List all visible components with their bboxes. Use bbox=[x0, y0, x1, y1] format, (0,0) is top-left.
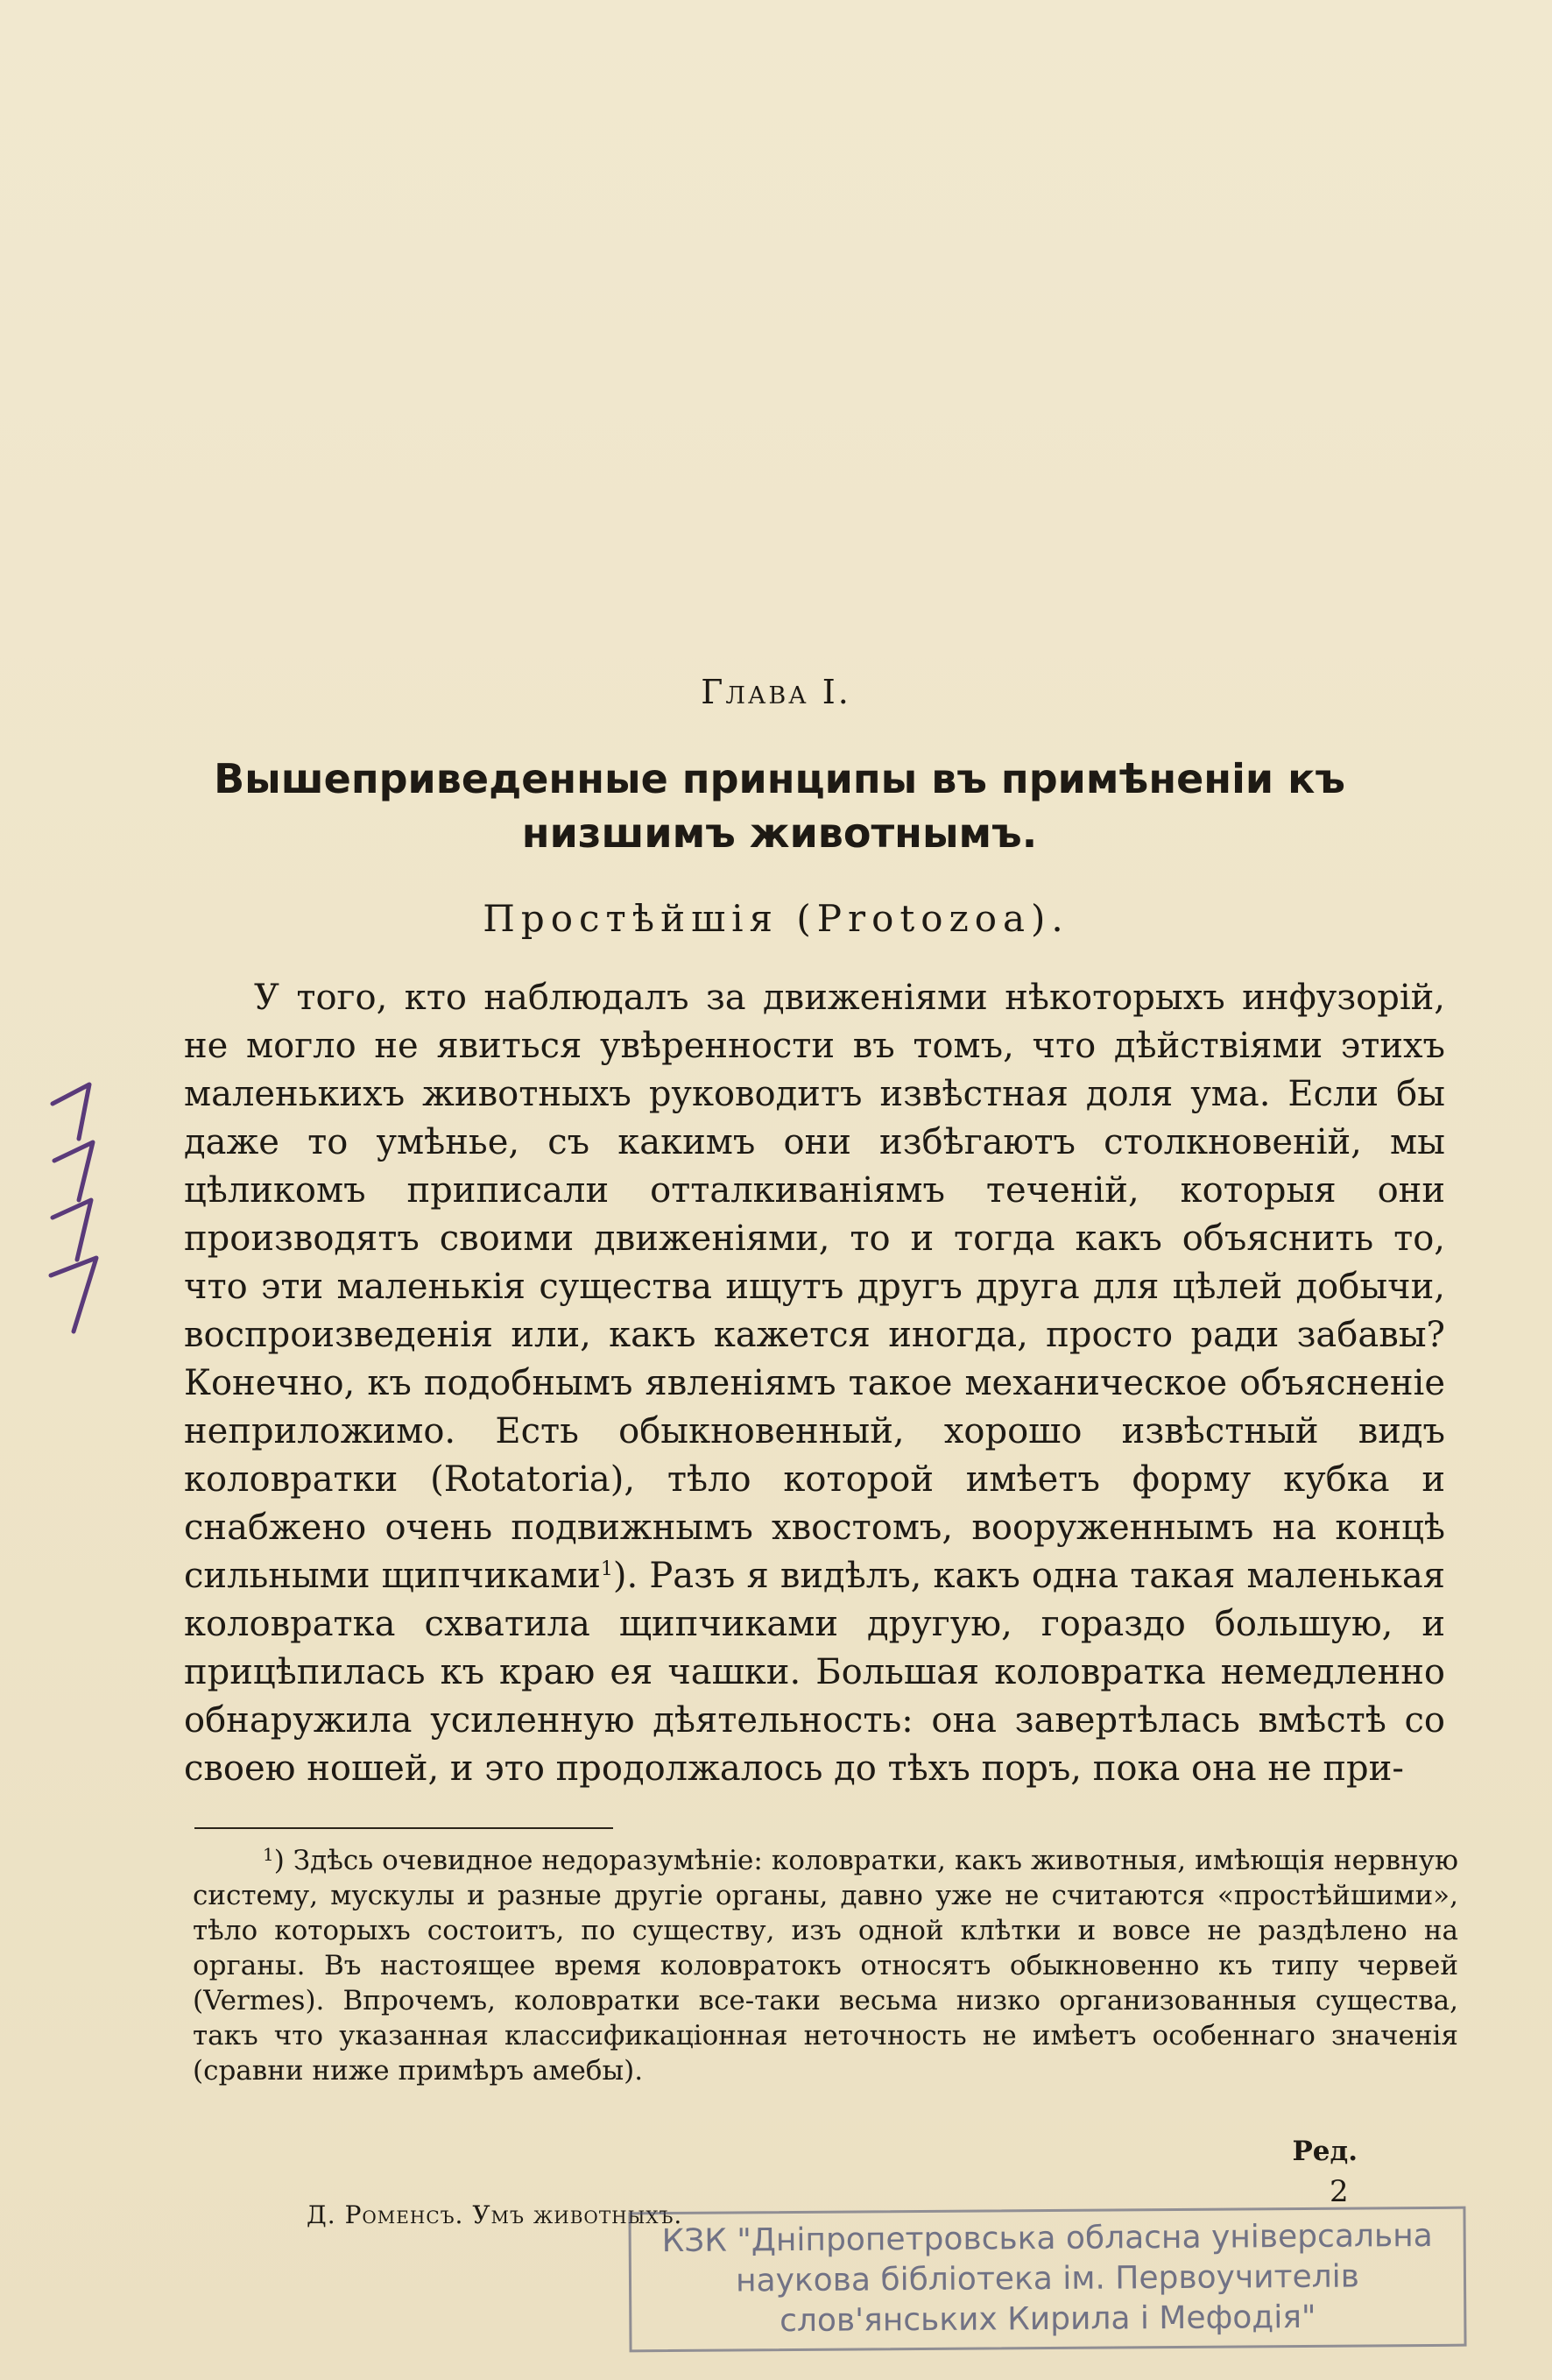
body-text-part-1: У того, кто наблюдалъ за движеніями нѣкоторыхъ инфузорій, не могло не явиться увѣренности въ томъ, что дѣйствіями этихъ маленькихъ животныхъ руководитъ извѣстная доля ума. Если бы даже то умѣнье, съ какимъ они избѣгаютъ столкновеній, мы цѣликомъ приписали отталкиваніямъ теченій, которыя они производятъ своими движеніями, то и тогда какъ объяснить то, что эти маленькія существа ищутъ другъ друга для цѣлей добычи, воспроизведенія или, какъ кажется иногда, просто ради забавы? Конечно, къ подобнымъ явленіямъ такое механическое объясненіе неприложимо. Есть обыкновенный, хорошо извѣстный видъ коловратки (Rotatoria), тѣло которой имѣетъ форму кубка и снабжено очень подвижнымъ хвостомъ, вооруженнымъ на концѣ сильными щипчиками bbox=[184, 978, 1445, 1596]
handwritten-inventory-number bbox=[35, 1077, 114, 1340]
page-number: 2 bbox=[1330, 2174, 1349, 2209]
page-footer: Д. Роменсъ. Умъ животныхъ. bbox=[307, 2200, 683, 2229]
section-title: Простѣйшія (Protozoa). bbox=[483, 897, 1069, 940]
footnote-divider bbox=[194, 1827, 613, 1829]
footnote-signature: Ред. bbox=[1292, 2136, 1358, 2167]
stamp-line-2: наукова бібліотека ім. Первоучителів bbox=[735, 2258, 1360, 2299]
stamp-line-1: КЗК "Дніпропетровська обласна універсальна bbox=[661, 2217, 1433, 2260]
chapter-label: Глава I. bbox=[701, 673, 851, 711]
footnote bbox=[193, 1843, 1458, 2088]
library-stamp bbox=[628, 2207, 1466, 2353]
chapter-title: Вышеприведенные принципы въ примѣненіи къ низшимъ животнымъ. bbox=[214, 755, 1345, 857]
footnote-reference: 1 bbox=[600, 1558, 613, 1580]
footnote-text: ) Здѣсь очевидное недоразумѣніе: коловратки, какъ животныя, имѣющія нервную систему, мускулы и разные другіе органы, давно уже не считаются «простѣйшими», тѣло которыхъ состоитъ, по существу, изъ одной клѣтки и вовсе не раздѣлено на органы. Въ настоящее время коловратокъ относятъ обыкновенно къ типу червей (Vermes). Впрочемъ, коловратки все-таки весьма низко организованныя существа, такъ что указанная классификаціонная неточность не имѣетъ особеннаго значенія (сравни ниже примѣръ амебы). bbox=[193, 1845, 1458, 2087]
footnote-marker: 1 bbox=[263, 1844, 274, 1865]
body-text-part-2: ). Разъ я видѣлъ, какъ одна такая маленькая коловратка схватила щипчиками другую, гораздо большую, и прицѣпилась къ краю ея чашки. Большая коловратка немедленно обнаружила усиленную дѣятельность: она завертѣлась вмѣстѣ со своею ношей, и это продолжалось до тѣхъ поръ, пока она не при- bbox=[184, 1556, 1446, 1789]
stamp-line-3: слов'янських Кирила і Мефодія" bbox=[780, 2299, 1316, 2340]
body-paragraph bbox=[184, 974, 1445, 1793]
